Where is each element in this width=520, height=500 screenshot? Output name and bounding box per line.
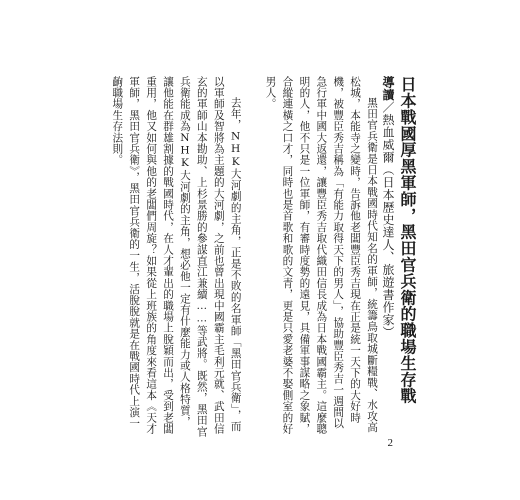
body-text (108, 76, 380, 438)
paragraph-2: 去年，NHK大河劇的主角，正是不敗的名軍師「黑田官兵衛」，而以軍師及智將為主題的大河劇，之前也曾出現中國霸主毛利元就、武田信玄的軍師山本勘助、上杉景勝的參謀直江兼續……等武將。既然，黑田官兵衛能成為NHK大河劇的主角，想必他一定有什麼能力或人格特質，讓他能在群雄割據的戰國時代，在人才輩出的職場上脫穎而出，受到老闆重用，他又如何與他的老闆們周旋？如果從上班族的角度來看這本《天才軍師，黑田官兵衛》，黑田官兵衛的一生，活脫脫就是在戰國時代上演一齣職場生存法則。 (111, 76, 242, 438)
paragraph-1: 黑田官兵衛是日本戰國時代知名的軍師，統籌鳥取城斷糧戰、水攻高松城，本能寺之變時，告訴他老闆豐臣秀吉現在正是統一天下的大好時機，被豐臣秀吉稱為「有能力取得天下的男人」，協助豐臣秀吉一週間以急行軍中國大返還，讓豐臣秀吉取代織田信長成為日本戰國霸主。這麼聰明的人，他不只是一位軍師，有審時度勢的遠見，具備軍事謀略之象賦，合縱連橫之口才，同時也是首歌和歌的文青，更是只愛老婆不娶側室的好男人。 (264, 76, 378, 435)
kicker-separator: ／ (381, 101, 395, 114)
page-number: 2 (387, 437, 393, 449)
kicker-author: 熱血威爾（日本歷史達人、旅遊書作家） (381, 113, 395, 339)
kicker-label: 導讀 (381, 76, 395, 101)
page-title: 日本戰國厚黑軍師，黑田官兵衛的職場生存戰 (398, 76, 417, 404)
preface-kicker (381, 76, 394, 339)
